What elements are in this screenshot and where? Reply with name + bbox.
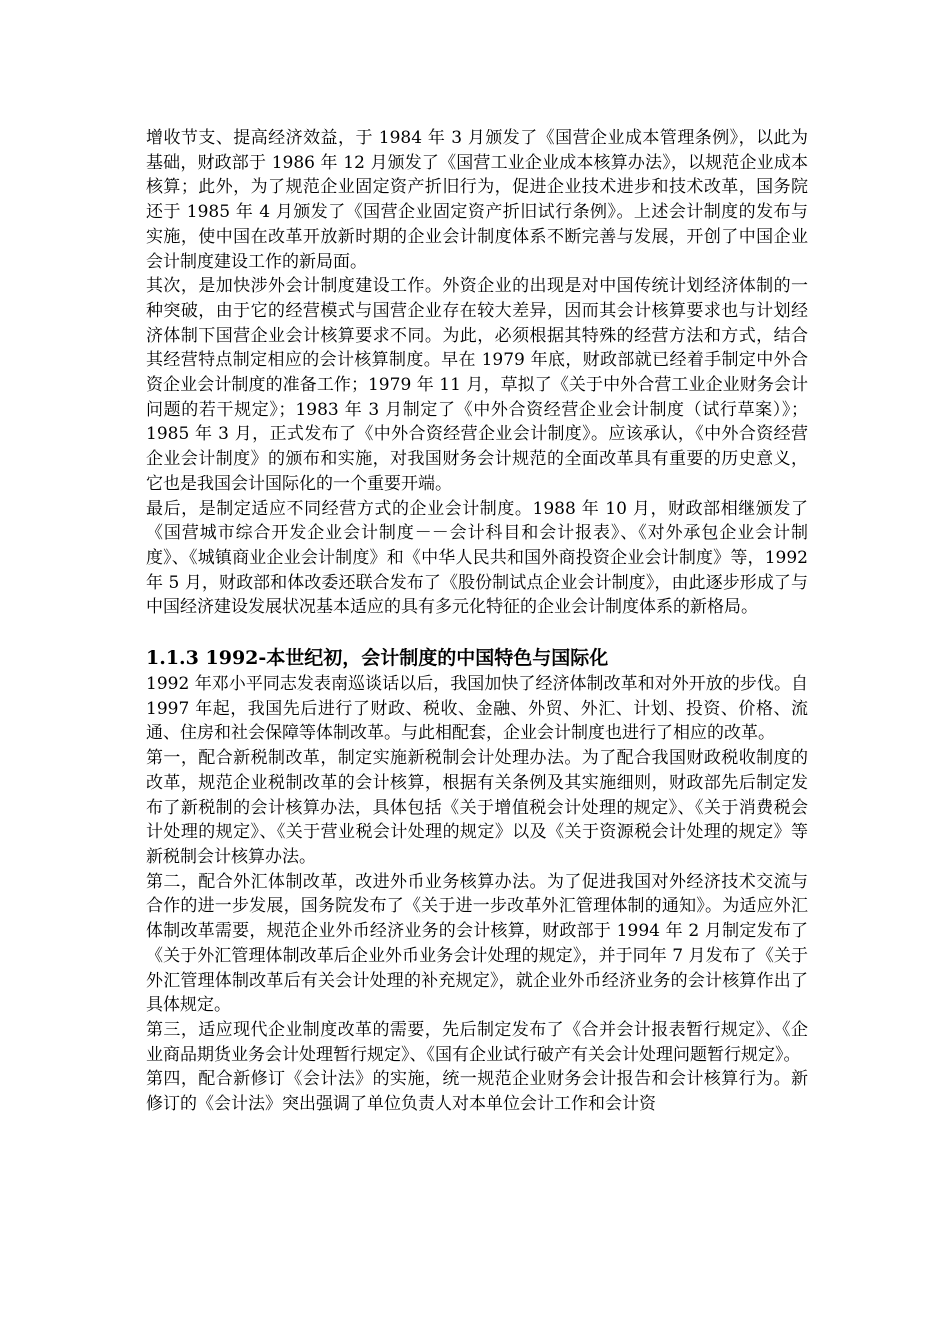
paragraph-second-forex-reform: 第二，配合外汇体制改革，改进外币业务核算办法。为了促进我国对外经济技术交流与合作的进一步发展，国务院发布了《关于进一步改革外汇管理体制的通知》。为适应外汇体制改革需要，规范企业外币经济业务的会计核算，财政部于 1994 年 2 月制定发布了《关于外汇管理体制改革后企业外币业务会计处理的规定》，并于同年 7 月发布了《关于外汇管理体制改革后有关会计处理的补充规定》，就企业外币经济业务的会计核算作出了具体规定。 <box>146 871 808 1016</box>
paragraph-1992-reform: 1992 年邓小平同志发表南巡谈话以后，我国加快了经济体制改革和对外开放的步伐。自 1997 年起，我国先后进行了财政、税收、金融、外贸、外汇、计划、投资、价格、流通、住房和社会保障等体制改革。与此相配套，企业会计制度也进行了相应的改革。 <box>146 674 808 744</box>
paragraph-first-tax-reform: 第一，配合新税制改革，制定实施新税制会计处理办法。为了配合我国财政税收制度的改革，规范企业税制改革的会计核算，根据有关条例及其实施细则，财政部先后制定发布了新税制的会计核算办法，具体包括《关于增值税会计处理的规定》、《关于消费税会计处理的规定》、《关于营业税会计处理的规定》以及《关于资源税会计处理的规定》等新税制会计核算办法。 <box>146 748 808 867</box>
paragraph-cost-regulations: 增收节支、提高经济效益，于 1984 年 3 月颁发了《国营企业成本管理条例》，以此为基础，财政部于 1986 年 12 月颁发了《国营工业企业成本核算办法》，以规范企业成本核算；此外，为了规范企业固定资产折旧行为，促进企业技术进步和技术改革，国务院还于 1985 年 4 月颁发了《国营企业固定资产折旧试行条例》。上述会计制度的发布与实施，使中国在改革开放新时期的企业会计制度体系不断完善与发展，开创了中国企业会计制度建设工作的新局面。 <box>146 128 808 272</box>
document-body <box>146 126 808 1117</box>
paragraph-foreign-accounting: 其次，是加快涉外会计制度建设工作。外资企业的出现是对中国传统计划经济体制的一种突破，由于它的经营模式与国营企业存在较大差异，因而其会计核算要求也与计划经济体制下国营企业会计核算要求不同。为此，必须根据其特殊的经营方法和方式，结合其经营特点制定相应的会计核算制度。早在 1979 年底，财政部就已经着手制定中外合资企业会计制度的准备工作；1979 年 11 月，草拟了《关于中外合营工业企业财务会计问题的若干规定》；1983 年 3 月制定了《中外合资经营企业会计制度（试行草案）》；1985 年 3 月，正式发布了《中外合资经营企业会计制度》。应该承认，《中外合资经营企业会计制度》的颁布和实施，对我国财务会计规范的全面改革具有重要的历史意义，它也是我国会计国际化的一个重要开端。 <box>146 276 808 494</box>
paragraph-business-modes: 最后，是制定适应不同经营方式的企业会计制度。1988 年 10 月，财政部相继颁发了《国营城市综合开发企业会计制度－－会计科目和会计报表》、《对外承包企业会计制度》、《城镇商业企业会计制度》和《中华人民共和国外商投资企业会计制度》等，1992 年 5 月，财政部和体改委还联合发布了《股份制试点企业会计制度》，由此逐步形成了与中国经济建设发展状况基本适应的具有多元化特征的企业会计制度体系的新格局。 <box>146 498 808 618</box>
section-heading: 1.1.3 1992-本世纪初，会计制度的中国特色与国际化 <box>146 647 609 670</box>
paragraph-fourth-accounting-law: 第四，配合新修订《会计法》的实施，统一规范企业财务会计报告和会计核算行为。新修订的《会计法》突出强调了单位负责人对本单位会计工作和会计资 <box>146 1069 808 1115</box>
paragraph-third-enterprise-reform: 第三，适应现代企业制度改革的需要，先后制定发布了《合并会计报表暂行规定》、《企业商品期货业务会计处理暂行规定》、《国有企业试行破产有关会计处理问题暂行规定》。 <box>146 1019 808 1065</box>
